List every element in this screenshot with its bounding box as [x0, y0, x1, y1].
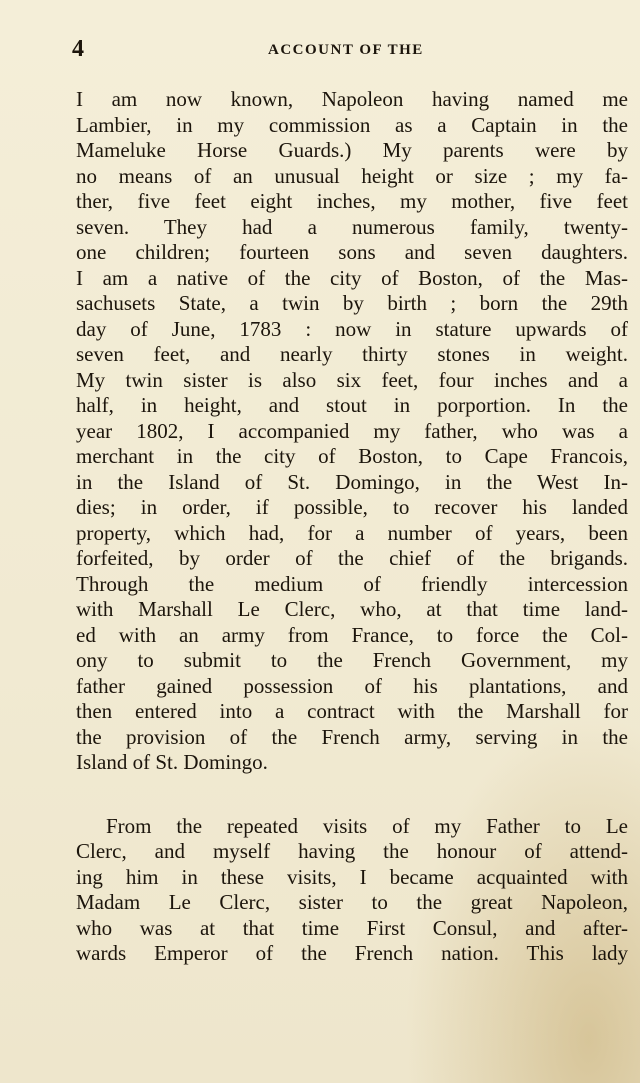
- text-line: seven feet, and nearly thirty stones in weight.: [76, 342, 628, 366]
- text-line: seven. They had a numerous family, twenty-: [76, 214, 628, 239]
- text-line: I am a native of the city of Boston, of the Mas-: [76, 265, 628, 290]
- text-line: who was at that time First Consul, and after-: [76, 915, 628, 940]
- text-line: Island of St. Domingo.: [76, 750, 268, 774]
- text-line: the provision of the French army, serving in the: [76, 724, 628, 749]
- text-line: no means of an unusual height or size ; my fa-: [76, 163, 628, 188]
- paragraph-1: [76, 87, 628, 776]
- text-line: one children; fourteen sons and seven daughters.: [76, 240, 628, 264]
- page-number: 4: [72, 36, 84, 62]
- text-line: father gained possession of his plantations, and: [76, 673, 628, 698]
- text-line: in the Island of St. Domingo, in the West In-: [76, 469, 628, 494]
- text-line: day of June, 1783 : now in stature upwards of: [76, 316, 628, 341]
- text-line: then entered into a contract with the Marshall for: [76, 699, 628, 723]
- text-line: wards Emperor of the French nation. This lady: [76, 941, 628, 965]
- text-line: ing him in these visits, I became acquainted with: [76, 864, 628, 889]
- running-header: [0, 30, 640, 70]
- text-line: I am now known, Napoleon having named me: [76, 87, 628, 111]
- text-line: merchant in the city of Boston, to Cape Francois,: [76, 444, 628, 468]
- text-line: Lambier, in my commission as a Captain in the: [76, 112, 628, 137]
- text-line: Mameluke Horse Guards.) My parents were by: [76, 138, 628, 162]
- text-line: ther, five feet eight inches, my mother, five feet: [76, 189, 628, 213]
- text-line: Through the medium of friendly intercession: [76, 571, 628, 596]
- text-line: Madam Le Clerc, sister to the great Napoleon,: [76, 890, 628, 914]
- running-title: ACCOUNT OF THE: [268, 42, 424, 58]
- text-line: ony to submit to the French Government, my: [76, 648, 628, 672]
- text-line: year 1802, I accompanied my father, who was a: [76, 418, 628, 443]
- body-text: [76, 87, 628, 967]
- paragraph-2: [76, 814, 628, 967]
- text-line: ed with an army from France, to force the Col-: [76, 622, 628, 647]
- text-line: dies; in order, if possible, to recover his landed: [76, 495, 628, 519]
- text-line: From the repeated visits of my Father to Le: [106, 813, 628, 838]
- text-line: half, in height, and stout in porportion. In the: [76, 393, 628, 417]
- text-line: forfeited, by order of the chief of the brigands.: [76, 546, 628, 570]
- text-line: with Marshall Le Clerc, who, at that time land-: [76, 597, 628, 621]
- text-line: sachusets State, a twin by birth ; born the 29th: [76, 291, 628, 315]
- text-line: My twin sister is also six feet, four inches and a: [76, 367, 628, 392]
- text-line: property, which had, for a number of years, been: [76, 520, 628, 545]
- text-line: Clerc, and myself having the honour of attend-: [76, 839, 628, 863]
